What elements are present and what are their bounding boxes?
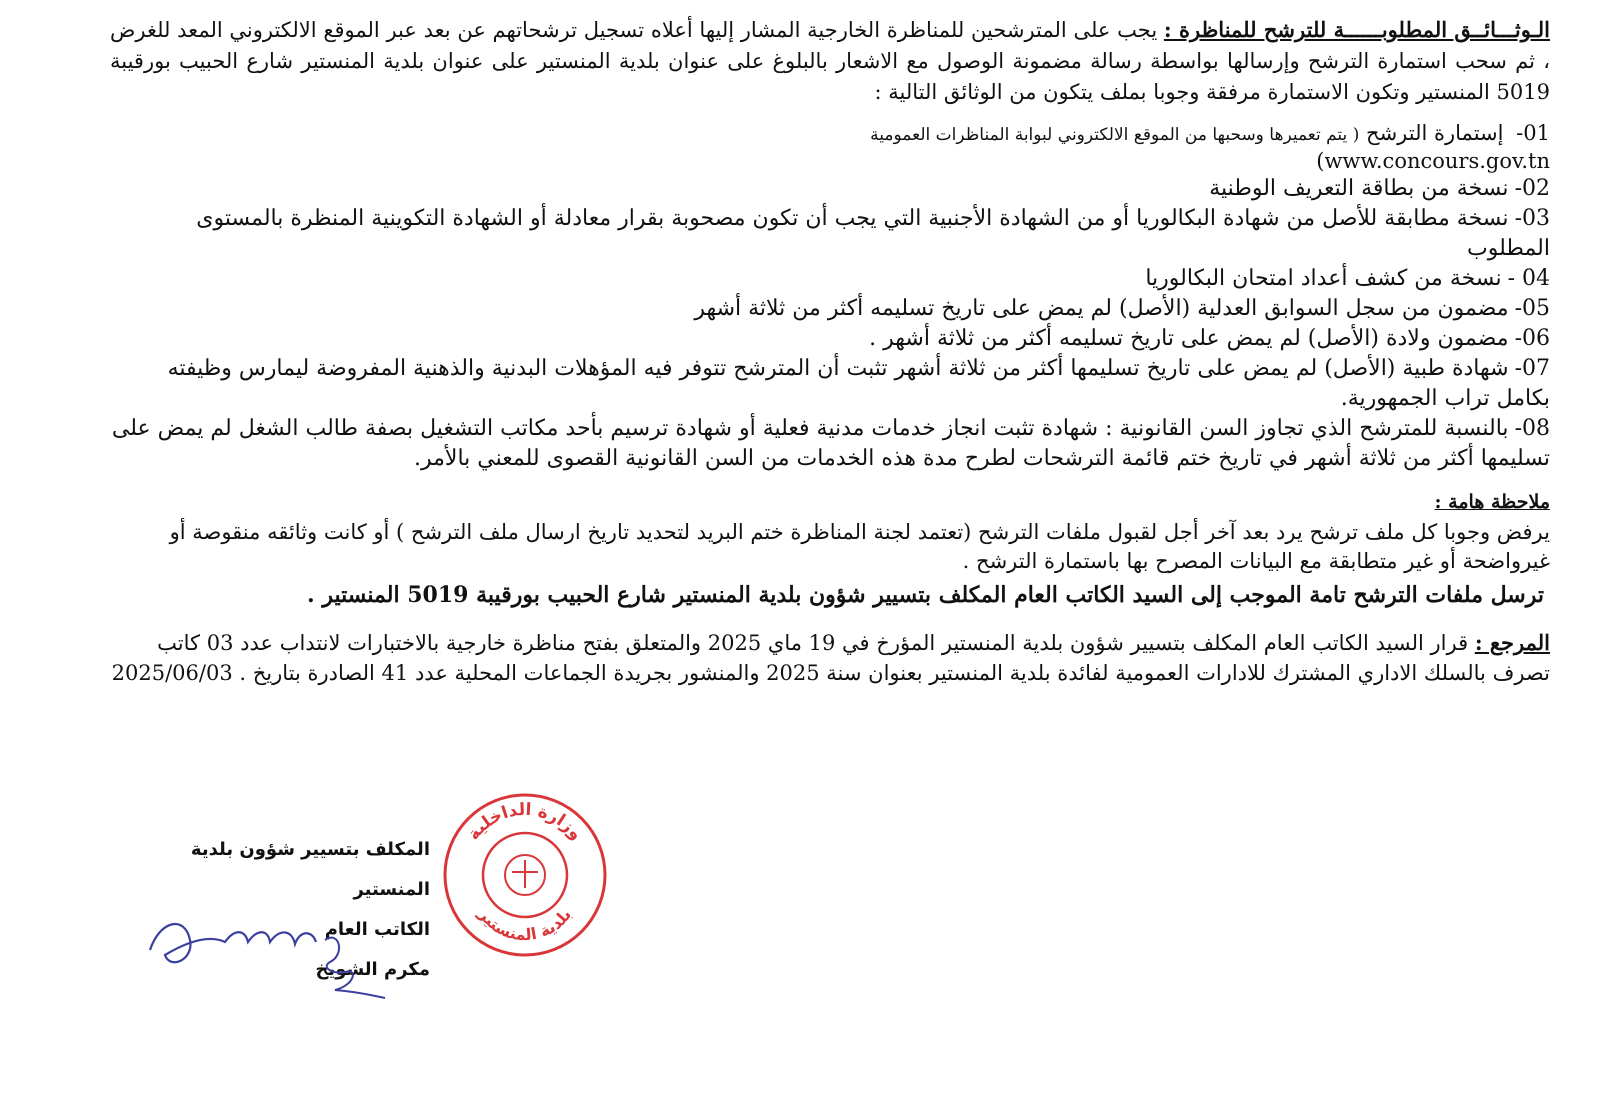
svg-text:بلدية المنستير: بلدية المنستير: [474, 905, 575, 945]
signatory-role: الكاتب العام: [324, 919, 430, 940]
item-number: 01-: [1516, 121, 1550, 145]
official-stamp: [440, 790, 610, 960]
intro-text: يجب على المترشحين للمناظرة الخارجية المشار إليها أعلاه تسجيل ترشحاتهم عن بعد عبر الموقع الالكتروني المعد للغرض ، ثم سحب استمارة الترشح وإرسالها بواسطة رسالة مضمونة الوصول مع الاشعار بالبلوغ على عنوان بلدية المنستير على عنوان بلدية المنستير شارع الحبيب بورقيبة 5019 المنستير وتكون الاستمارة مرفقة وجوبا بملف يتكون من الوثائق التالية :: [110, 18, 1550, 104]
reference-label: المرجع :: [1474, 630, 1550, 655]
signatory-title: المكلف بتسيير شؤون بلدية المنستير: [190, 839, 430, 900]
section-title: الـوثـــائــق المطلوبــــــة للترشح للمناظرة :: [1163, 17, 1550, 42]
list-item: [110, 174, 1550, 204]
list-item: [110, 204, 1550, 264]
submission-address: ترسل ملفات الترشح تامة الموجب إلى السيد الكاتب العام المكلف بتسيير شؤون بلدية المنستير شارع الحبيب بورقيبة 5019 المنستير .: [307, 582, 1544, 608]
item-text: بالنسبة للمترشح الذي تجاوز السن القانونية : شهادة تثبت انجاز خدمات مدنية فعلية أو شهادة ترسيم بأحد مكاتب التشغيل بصفة طالب الشغل لم يمض على تسليمها أكثر من ثلاثة أشهر في تاريخ ختم قائمة الترشحات لطرح مدة هذه الخدمات من السن القانونية القصوى للمعني بالأمر.: [111, 416, 1550, 471]
document-page: [110, 14, 1550, 709]
list-item: [110, 120, 1550, 174]
item-number: 05-: [1514, 296, 1550, 321]
item-text: نسخة مطابقة للأصل من شهادة البكالوريا أو من الشهادة الأجنبية التي يجب أن تكون مصحوبة بقرار معادلة أو الشهادة التكوينية المنظرة بالمستوى المطلوب: [196, 206, 1550, 261]
list-item: [110, 294, 1550, 324]
intro-paragraph: [110, 14, 1550, 108]
svg-text:وزارة الداخلية: وزارة الداخلية: [463, 799, 587, 845]
note-text: يرفض وجوبا كل ملف ترشح يرد بعد آخر أجل لقبول ملفات الترشح (تعتمد لجنة المناظرة ختم البريد لتحديد تاريخ ارسال ملف الترشح ) أو كانت وثائقه منقوصة أو غيرواضحة أو غير متطابقة مع البيانات المصرح بها باستمارة الترشح .: [169, 520, 1550, 573]
reference-date: 2025/06/03 .: [111, 661, 247, 685]
item-number: 04 -: [1507, 266, 1550, 291]
handwritten-signature: [130, 880, 390, 1000]
item-note: ( يتم تعميرها وسحبها من الموقع الالكتروني لبوابة المناظرات العمومية: [870, 125, 1360, 145]
item-number: 03-: [1514, 206, 1550, 231]
signatory-name: مكرم الشويخ: [315, 959, 430, 980]
reference-paragraph: [110, 628, 1550, 688]
list-item: [110, 324, 1550, 354]
item-url: (www.concours.gov.tn: [1316, 149, 1550, 173]
note-title: ملاحظة هامة :: [1434, 491, 1550, 513]
list-item: [110, 354, 1550, 414]
reference-text: قرار السيد الكاتب العام المكلف بتسيير شؤون بلدية المنستير المؤرخ في 19 ماي 2025 والمتعلق بفتح مناظرة خارجية بالاختبارات لانتداب عدد 03 كاتب تصرف بالسلك الاداري المشترك للادارات العمومية لفائدة بلدية المنستير بعنوان سنة 2025 والمنشور بجريدة الجماعات المحلية عدد 41 الصادرة بتاريخ: [157, 631, 1550, 685]
item-text: مضمون من سجل السوابق العدلية (الأصل) لم يمض على تاريخ تسليمه أكثر من ثلاثة أشهر: [694, 296, 1509, 321]
item-text: مضمون ولادة (الأصل) لم يمض على تاريخ تسليمه أكثر من ثلاثة أشهر .: [869, 326, 1509, 351]
item-number: 07-: [1514, 356, 1550, 381]
list-item: [110, 264, 1550, 294]
item-text: إستمارة الترشح: [1366, 121, 1504, 145]
item-number: 06-: [1514, 326, 1550, 351]
item-number: 08-: [1514, 416, 1550, 441]
documents-list: [110, 120, 1550, 474]
list-item: [110, 414, 1550, 474]
item-text: نسخة من بطاقة التعريف الوطنية: [1209, 176, 1509, 201]
item-text: نسخة من كشف أعداد امتحان البكالوريا: [1145, 266, 1502, 291]
item-text: شهادة طبية (الأصل) لم يمض على تاريخ تسليمها أكثر من ثلاثة أشهر تثبت أن المترشح تتوفر فيه المؤهلات البدنية والذهنية المفروضة ليمارس وظيفته بكامل تراب الجمهورية.: [167, 356, 1550, 411]
item-number: 02-: [1514, 176, 1550, 201]
